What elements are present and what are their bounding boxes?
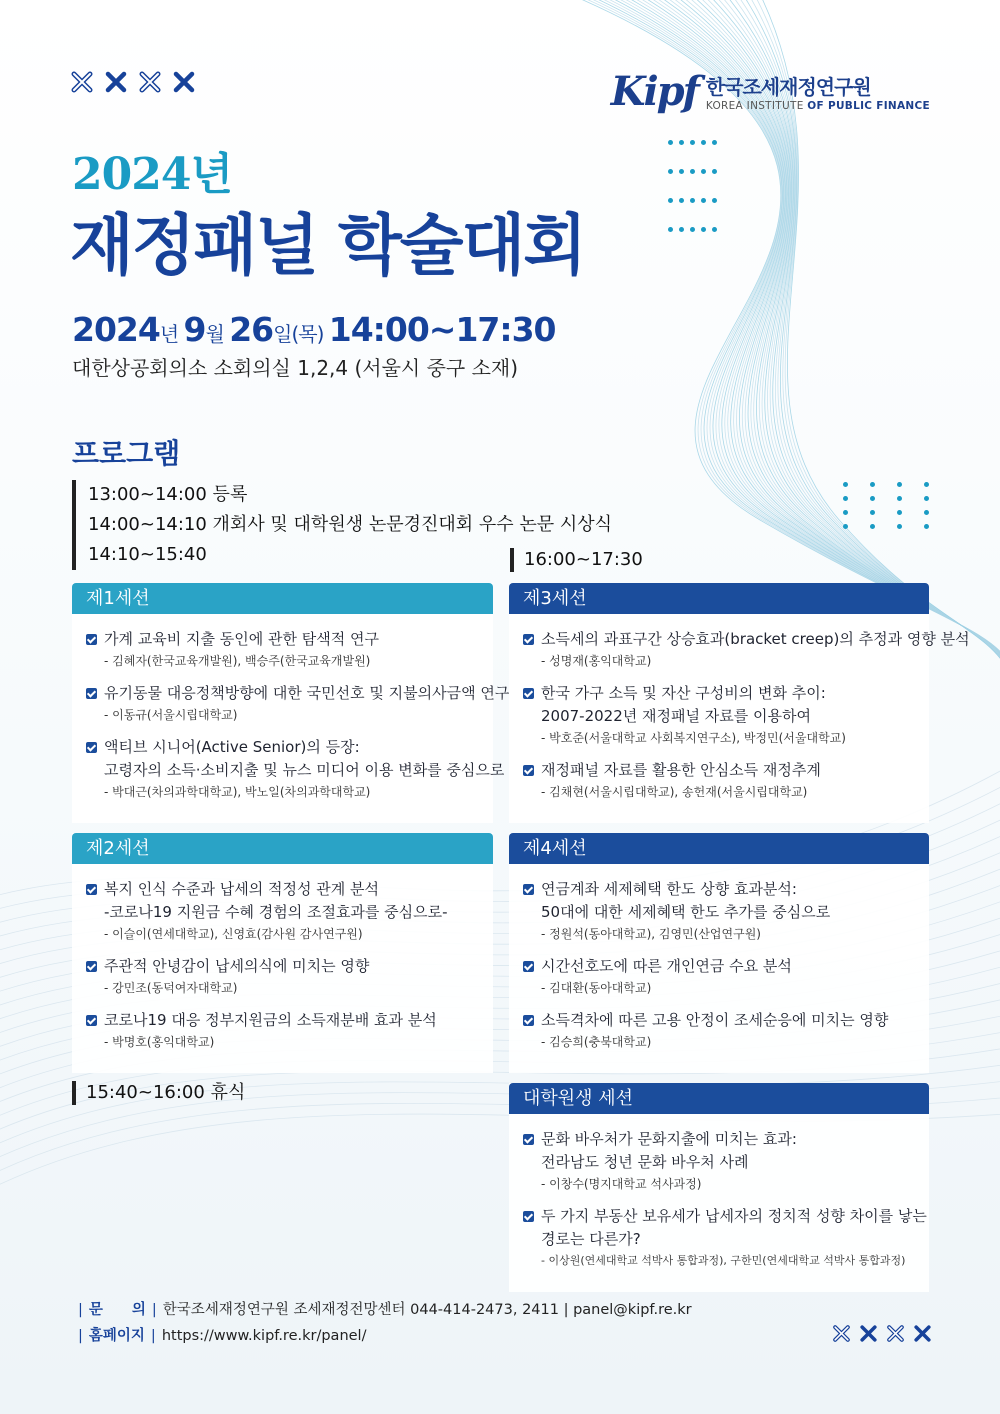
- paper-item: 한국 가구 소득 및 자산 구성비의 변화 추이: 2007-2022년 재정패널 자료를 이용하여 - 박호준(서울대학교 사회복지연구소), 박정민(서울대학교): [523, 682, 915, 748]
- contact-info: 한국조세재정연구원 조세재정전망센터 044-414-2473, 2411 | panel@kipf.re.kr: [162, 1302, 692, 1318]
- paper-item: 연금계좌 세제혜택 한도 상향 효과분석: 50대에 대한 세제혜택 한도 추가를 중심으로 - 정원석(동아대학교), 김영민(산업연구원): [523, 878, 915, 944]
- cross-solid-icon: [913, 1324, 932, 1343]
- homepage-line: | 홈페이지 | https://www.kipf.re.kr/panel/: [78, 1328, 367, 1344]
- checkbox-icon: [523, 634, 534, 645]
- paper-item: 문화 바우처가 문화지출에 미치는 효과: 전라남도 청년 문화 바우처 사례 - 이창수(명지대학교 석사과정): [523, 1128, 915, 1194]
- cross-solid-icon: [172, 70, 196, 94]
- checkbox-icon: [523, 884, 534, 895]
- kipf-logo: [611, 68, 930, 115]
- checkbox-icon: [86, 1015, 97, 1026]
- org-name-ko: 한국조세재정연구원: [705, 75, 871, 99]
- program-title: 프로그램: [72, 437, 181, 470]
- session-title: 대학원생 세션: [509, 1083, 929, 1114]
- session-title: 제1세션: [72, 583, 493, 614]
- cross-outline-icon: [70, 70, 94, 94]
- event-venue: 대한상공회의소 소회의실 1,2,4 (서울시 중구 소재): [72, 356, 519, 380]
- checkbox-icon: [523, 1211, 534, 1222]
- paper-item: 복지 인식 수준과 납세의 적정성 관계 분석 -코로나19 지원금 수혜 경험의 조절효과를 중심으로- - 이슬이(연세대학교), 신영효(감사원 감사연구원): [86, 878, 479, 944]
- org-name-en: KOREA INSTITUTE OF PUBLIC FINANCE: [705, 100, 930, 112]
- checkbox-icon: [523, 961, 534, 972]
- checkbox-icon: [523, 1015, 534, 1026]
- cross-solid-icon: [104, 70, 128, 94]
- checkbox-icon: [523, 688, 534, 699]
- homepage-link[interactable]: https://www.kipf.re.kr/panel/: [161, 1328, 367, 1344]
- checkbox-icon: [86, 688, 97, 699]
- paper-item: 두 가지 부동산 보유세가 납세자의 정치적 성향 차이를 낳는 경로는 다른가? - 이상원(연세대학교 석박사 통합과정), 구한민(연세대학교 석박사 통합과정): [523, 1205, 915, 1271]
- schedule-item: 13:00~14:00 등록: [88, 484, 248, 505]
- session-3: [509, 583, 970, 823]
- decorative-dot-grid-mid: [843, 482, 951, 529]
- checkbox-icon: [86, 742, 97, 753]
- paper-item: 주관적 안녕감이 납세의식에 미치는 영향 - 강민조(동덕여자대학교): [86, 955, 479, 998]
- afternoon-time-label: 16:00~17:30: [510, 548, 643, 572]
- checkbox-icon: [523, 765, 534, 776]
- session-title: 제4세션: [509, 833, 929, 864]
- paper-item: 시간선호도에 따른 개인연금 수요 분석 - 김대환(동아대학교): [523, 955, 915, 998]
- session-title: 제3세션: [509, 583, 929, 614]
- paper-item: 가계 교육비 지출 동인에 관한 탐색적 연구 - 김혜자(한국교육개발원), 백승주(한국교육개발원): [86, 628, 479, 671]
- checkbox-icon: [86, 884, 97, 895]
- session-graduate: [509, 1083, 929, 1292]
- event-date-time: 2024년 9월 26일(목) 14:00~17:30: [72, 310, 556, 349]
- schedule-item: 14:10~15:40: [88, 544, 207, 565]
- paper-item: 소득세의 과표구간 상승효과(bracket creep)의 추정과 영향 분석 - 성명재(홍익대학교): [523, 628, 915, 671]
- schedule-item: 14:00~14:10 개회사 및 대학원생 논문경진대회 우수 논문 시상식: [88, 514, 613, 535]
- break-time-label: 15:40~16:00 휴식: [72, 1081, 245, 1105]
- session-4: [509, 833, 929, 1073]
- logo-mark: Kipf: [610, 68, 698, 115]
- cross-outline-icon: [138, 70, 162, 94]
- checkbox-icon: [86, 634, 97, 645]
- paper-item: 재정패널 자료를 활용한 안심소득 재정추계 - 김채현(서울시립대학교), 송헌재(서울시립대학교): [523, 759, 915, 802]
- page-title: 재정패널 학술대회: [70, 207, 586, 284]
- paper-item: 액티브 시니어(Active Senior)의 등장: 고령자의 소득·소비지출 및 뉴스 미디어 이용 변화를 중심으로 - 박대근(차의과학대학교), 박노일(차의과학대학교): [86, 736, 479, 802]
- session-1: [72, 583, 510, 823]
- session-title: 제2세션: [72, 833, 493, 864]
- paper-item: 코로나19 대응 정부지원금의 소득재분배 효과 분석 - 박명호(홍익대학교): [86, 1009, 479, 1052]
- session-2: [72, 833, 493, 1073]
- paper-item: 소득격차에 따른 고용 안정이 조세순응에 미치는 영향 - 김승희(충북대학교): [523, 1009, 915, 1052]
- contact-line: | 문 의 | 한국조세재정연구원 조세재정전망센터 044-414-2473, 2411 | panel@kipf.re.kr: [78, 1302, 692, 1318]
- paper-item: 유기동물 대응정책방향에 대한 국민선호 및 지불의사금액 연구 - 이동규(서울시립대학교): [86, 682, 479, 725]
- cross-solid-icon: [859, 1324, 878, 1343]
- decorative-cross-marks-top: [70, 70, 196, 94]
- decorative-dot-grid-top: [668, 140, 723, 232]
- cross-outline-icon: [832, 1324, 851, 1343]
- title-year: 2024년: [72, 149, 232, 200]
- checkbox-icon: [523, 1134, 534, 1145]
- decorative-cross-marks-bottom: [832, 1324, 932, 1343]
- cross-outline-icon: [886, 1324, 905, 1343]
- checkbox-icon: [86, 961, 97, 972]
